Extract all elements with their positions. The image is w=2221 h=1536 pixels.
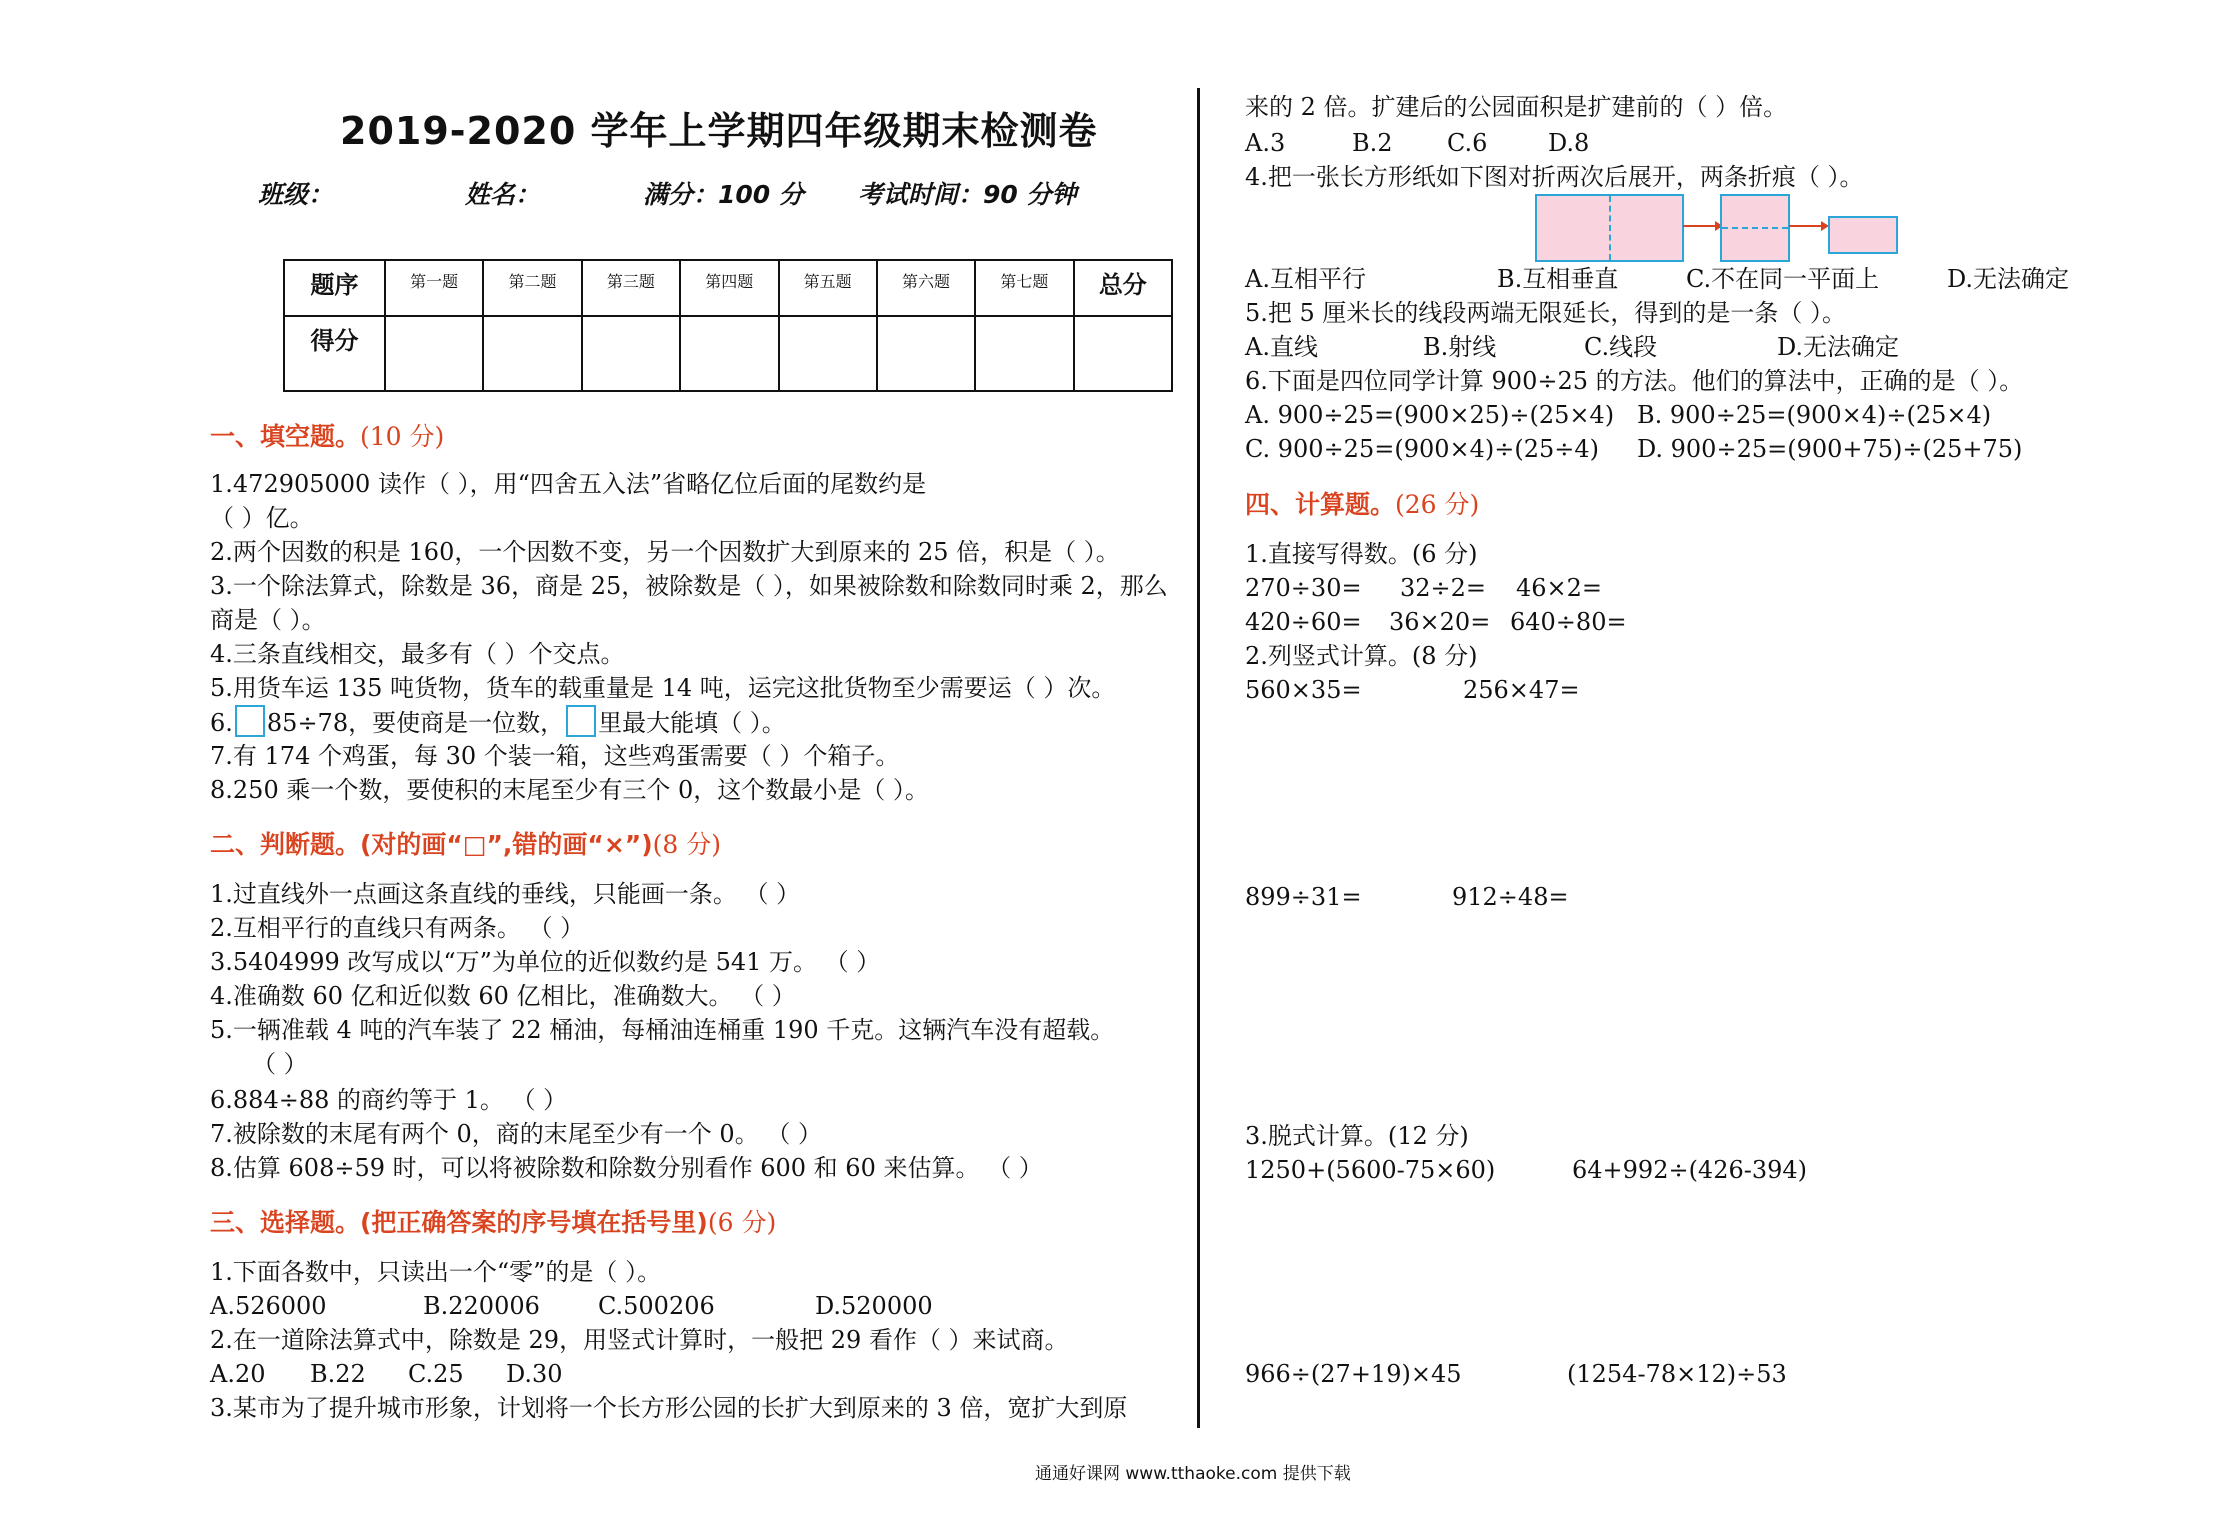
- table-row-label: 得分: [284, 316, 385, 391]
- s4-p1-item: 420÷60=: [1245, 608, 1362, 636]
- table-header-cell: 总分: [1074, 260, 1172, 316]
- s3-q5-opt-c: C.线段: [1584, 333, 1658, 361]
- s1-q3a: 3.一个除法算式，除数是 36，商是 25，被除数是（ ），如果被除数和除数同时乘 2，那么: [210, 572, 1168, 600]
- s4-p2-item: 256×47=: [1463, 676, 1580, 704]
- folded-paper-quarter: [1828, 216, 1898, 254]
- s4-p3-item: 966÷(27+19)×45: [1245, 1360, 1462, 1388]
- s2-q4: 4.准确数 60 亿和近似数 60 亿相比，准确数大。 （ ）: [210, 982, 796, 1010]
- s4-p1-item: 640÷80=: [1510, 608, 1627, 636]
- s3-q5: 5.把 5 厘米长的线段两端无限延长，得到的是一条（ ）。: [1245, 299, 1847, 327]
- arrow-right-icon: [1683, 218, 1723, 234]
- s1-q1b: （ ）亿。: [210, 504, 314, 532]
- s4-p3-item: 64+992÷(426-394): [1572, 1156, 1808, 1184]
- arrow-right-icon: [1789, 218, 1829, 234]
- s2-q2: 2.互相平行的直线只有两条。 （ ）: [210, 914, 585, 942]
- s3-q2-opt-d: D.30: [506, 1360, 563, 1388]
- s1-q6-suffix: 里最大能填（ ）。: [598, 709, 786, 737]
- s3-q6-opt-b: B. 900÷25=(900×4)÷(25×4): [1637, 401, 1992, 429]
- s4-p1-item: 46×2=: [1516, 574, 1603, 602]
- class-label: 班级：: [258, 180, 334, 209]
- section-4-heading: 四、计算题。: [1245, 490, 1396, 519]
- s2-q3: 3.5404999 改写成以“万”为单位的近似数约是 541 万。 （ ）: [210, 948, 881, 976]
- s4-p3-item: 1250+(5600-75×60): [1245, 1156, 1496, 1184]
- s1-q3b: 商是（ ）。: [210, 606, 326, 634]
- s3-q6-opt-a: A. 900÷25=(900×25)÷(25×4): [1245, 401, 1615, 429]
- s2-q5b: （ ）: [252, 1050, 308, 1078]
- s4-p3: 3.脱式计算。(12 分): [1245, 1122, 1469, 1150]
- section-1-title: [210, 417, 444, 453]
- score-cell[interactable]: [483, 316, 581, 391]
- s3-q4-opt-d: D.无法确定: [1947, 265, 2070, 293]
- s3-q6: 6.下面是四位同学计算 900÷25 的方法。他们的算法中，正确的是（ ）。: [1245, 367, 2024, 395]
- s3-q3-opt-d: D.8: [1548, 129, 1590, 157]
- s1-q6: [210, 705, 786, 740]
- fold-crease: [1609, 196, 1611, 260]
- s1-q2: 2.两个因数的积是 160，一个因数不变，另一个因数扩大到原来的 25 倍，积是（ ）。: [210, 538, 1120, 566]
- score-cell[interactable]: [877, 316, 975, 391]
- folded-paper-half: [1720, 194, 1790, 262]
- s4-p2-item: 912÷48=: [1452, 883, 1569, 911]
- s4-p2-item: 899÷31=: [1245, 883, 1362, 911]
- score-cell[interactable]: [385, 316, 483, 391]
- table-header-cell: 题序: [284, 260, 385, 316]
- section-3-points: (6 分): [707, 1208, 777, 1237]
- score-cell[interactable]: [582, 316, 680, 391]
- fold-crease: [1722, 227, 1788, 229]
- section-1-points: (10 分): [360, 422, 445, 451]
- s3-q3-opt-a: A.3: [1245, 129, 1286, 157]
- s2-q6: 6.884÷88 的商约等于 1。 （ ）: [210, 1086, 568, 1114]
- s3-q1-opt-a: A.526000: [210, 1292, 327, 1320]
- footer-credit: 通通好课网 www.tthaoke.com 提供下载: [1035, 1464, 1351, 1484]
- table-header-cell: 第二题: [483, 260, 581, 316]
- s3-q4-opt-c: C.不在同一平面上: [1686, 265, 1880, 293]
- s4-p2: 2.列竖式计算。(8 分): [1245, 642, 1478, 670]
- s4-p1-item: 32÷2=: [1400, 574, 1487, 602]
- s4-p1-item: 36×20=: [1389, 608, 1491, 636]
- table-header-cell: 第五题: [779, 260, 877, 316]
- s3-q5-opt-a: A.直线: [1245, 333, 1318, 361]
- column-divider: [1197, 88, 1200, 1428]
- exam-time: 考试时间：90 分钟: [858, 180, 1077, 209]
- section-3-title: [210, 1203, 776, 1239]
- s3-q3b: 来的 2 倍。扩建后的公园面积是扩建前的（ ）倍。: [1245, 93, 1788, 121]
- s3-q5-opt-d: D.无法确定: [1777, 333, 1900, 361]
- blank-box[interactable]: [235, 705, 265, 737]
- s4-p1: 1.直接写得数。(6 分): [1245, 540, 1478, 568]
- folded-paper-full: [1535, 194, 1684, 262]
- section-4-title: [1245, 485, 1479, 521]
- s3-q4-opt-b: B.互相垂直: [1497, 265, 1619, 293]
- section-2-heading: 二、判断题。(对的画“□”,错的画“×”): [210, 830, 653, 859]
- s3-q4: 4.把一张长方形纸如下图对折两次后展开，两条折痕（ ）。: [1245, 163, 1864, 191]
- table-header-cell: 第三题: [582, 260, 680, 316]
- s3-q4-opt-a: A.互相平行: [1245, 265, 1366, 293]
- s3-q1: 1.下面各数中，只读出一个“零”的是（ ）。: [210, 1258, 662, 1286]
- s3-q2: 2.在一道除法算式中，除数是 29，用竖式计算时，一般把 29 看作（ ）来试商。: [210, 1326, 1069, 1354]
- section-4-points: (26 分): [1395, 490, 1480, 519]
- score-cell[interactable]: [1074, 316, 1172, 391]
- s3-q1-opt-b: B.220006: [423, 1292, 540, 1320]
- s3-q6-opt-d: D. 900÷25=(900+75)÷(25+75): [1637, 435, 2023, 463]
- table-header-cell: 第七题: [975, 260, 1073, 316]
- s1-q6-prefix: 6.: [210, 709, 233, 737]
- section-2-points: (8 分): [652, 830, 722, 859]
- s3-q5-opt-b: B.射线: [1423, 333, 1497, 361]
- s1-q8: 8.250 乘一个数，要使积的末尾至少有三个 0，这个数最小是（ ）。: [210, 776, 929, 804]
- page-title: 2019-2020 学年上学期四年级期末检测卷: [340, 109, 1098, 153]
- s4-p1-item: 270÷30=: [1245, 574, 1362, 602]
- s3-q1-opt-c: C.500206: [598, 1292, 715, 1320]
- score-cell[interactable]: [779, 316, 877, 391]
- s2-q7: 7.被除数的末尾有两个 0，商的末尾至少有一个 0。 （ ）: [210, 1120, 822, 1148]
- s3-q6-opt-c: C. 900÷25=(900×4)÷(25÷4): [1245, 435, 1599, 463]
- s3-q2-opt-c: C.25: [408, 1360, 464, 1388]
- s3-q2-opt-a: A.20: [210, 1360, 266, 1388]
- s1-q6-mid: 85÷78，要使商是一位数，: [266, 709, 565, 737]
- s3-q2-opt-b: B.22: [310, 1360, 366, 1388]
- s1-q4: 4.三条直线相交，最多有（ ）个交点。: [210, 640, 625, 668]
- score-cell[interactable]: [680, 316, 778, 391]
- s1-q7: 7.有 174 个鸡蛋，每 30 个装一箱，这些鸡蛋需要（ ）个箱子。: [210, 742, 900, 770]
- full-score: 满分：100 分: [643, 180, 804, 209]
- table-header-cell: 第四题: [680, 260, 778, 316]
- s1-q5: 5.用货车运 135 吨货物，货车的载重量是 14 吨，运完这批货物至少需要运（ ）次。: [210, 674, 1116, 702]
- s3-q3-opt-c: C.6: [1447, 129, 1488, 157]
- score-cell[interactable]: [975, 316, 1073, 391]
- s2-q1: 1.过直线外一点画这条直线的垂线，只能画一条。 （ ）: [210, 880, 801, 908]
- section-3-heading: 三、选择题。(把正确答案的序号填在括号里): [210, 1208, 708, 1237]
- s4-p3-item: (1254-78×12)÷53: [1567, 1360, 1787, 1388]
- table-header-cell: 第一题: [385, 260, 483, 316]
- s3-q3a: 3.某市为了提升城市形象，计划将一个长方形公园的长扩大到原来的 3 倍，宽扩大到原: [210, 1394, 1128, 1422]
- table-header-cell: 第六题: [877, 260, 975, 316]
- section-2-title: [210, 825, 721, 861]
- s4-p2-item: 560×35=: [1245, 676, 1362, 704]
- blank-box[interactable]: [566, 705, 596, 737]
- section-1-heading: 一、填空题。: [210, 422, 361, 451]
- s2-q5a: 5.一辆准载 4 吨的汽车装了 22 桶油，每桶油连桶重 190 千克。这辆汽车没有超载。: [210, 1016, 1115, 1044]
- s1-q1a: 1.472905000 读作（ ），用“四舍五入法”省略亿位后面的尾数约是: [210, 470, 927, 498]
- s3-q3-opt-b: B.2: [1352, 129, 1393, 157]
- name-label: 姓名：: [465, 180, 541, 209]
- s3-q1-opt-d: D.520000: [815, 1292, 933, 1320]
- score-table: [283, 259, 1173, 392]
- s2-q8: 8.估算 608÷59 时，可以将被除数和除数分别看作 600 和 60 来估算。 （ ）: [210, 1154, 1043, 1182]
